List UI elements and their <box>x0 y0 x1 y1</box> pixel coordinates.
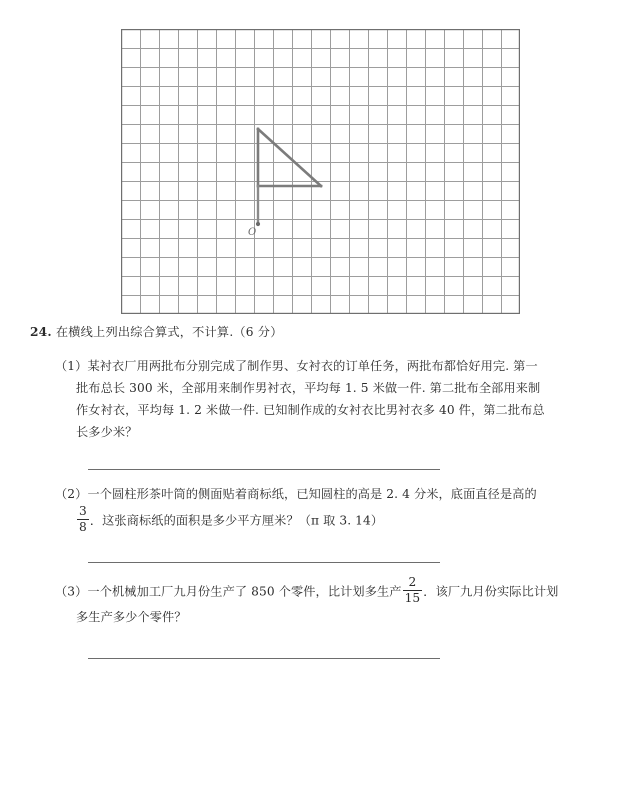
sub-question-3-after: ．该厂九月份实际比计划 <box>423 584 559 599</box>
question-prompt: 在横线上列出综合算式，不计算.（6 分） <box>55 325 283 339</box>
sub-question-2 <box>0 483 642 536</box>
question-number: 24. <box>30 325 52 339</box>
question-24 <box>0 322 642 659</box>
sub-question-3-label: （3） <box>55 584 88 599</box>
grid-lines <box>121 29 520 314</box>
sub-question-2-line-1: （2）一个圆柱形茶叶筒的侧面贴着商标纸，已知圆柱的高是 2. 4 分米，底面直径是高的 <box>55 487 537 501</box>
question-24-heading <box>0 322 642 342</box>
origin-point <box>256 222 260 226</box>
sub-question-1-label: （1） <box>55 359 88 373</box>
sub-question-1-line-4: 长多少米？ <box>76 425 138 439</box>
sub-question-1-line-3: 作女衬衣，平均每 1. 2 米做一件. 已知制作成的女衬衣比男衬衣多 40 件，第二批布总 <box>76 403 545 417</box>
sub-question-2-fraction-tail: ．这张商标纸的面积是多少平方厘米？（π 取 3. 14） <box>89 513 384 528</box>
sub-question-2-label: （2） <box>55 487 88 501</box>
coordinate-grid <box>121 29 520 314</box>
sub-question-3-before: 一个机械加工厂九月份生产了 850 个零件，比计划多生产 <box>87 584 402 599</box>
answer-line-3[interactable] <box>88 658 440 659</box>
sub-question-1 <box>0 355 642 443</box>
sub-question-3 <box>0 576 642 629</box>
origin-label: O <box>248 227 257 238</box>
grid-border <box>122 30 520 314</box>
sub-question-3-line-2: 多生产多少个零件？ <box>76 610 187 625</box>
sub-question-2-fraction-line <box>55 505 642 536</box>
sub-question-3-line-1 <box>55 576 642 607</box>
fraction-three-eighths: $\frac{3}{8}$ <box>79 504 87 534</box>
sub-question-1-line-2: 批布总长 300 米，全部用来制作男衬衣，平均每 1. 5 米做一件. 第二批布全部用来制 <box>76 381 541 395</box>
figure-area <box>0 0 642 322</box>
question-sheet <box>0 322 642 659</box>
sub-question-1-line-1: （1）某衬衣厂用两批布分别完成了制作男、女衬衣的订单任务，两批布都恰好用完. 第一 <box>55 359 538 373</box>
fraction-two-fifteenths: $\frac{2}{15}$ <box>404 574 421 605</box>
